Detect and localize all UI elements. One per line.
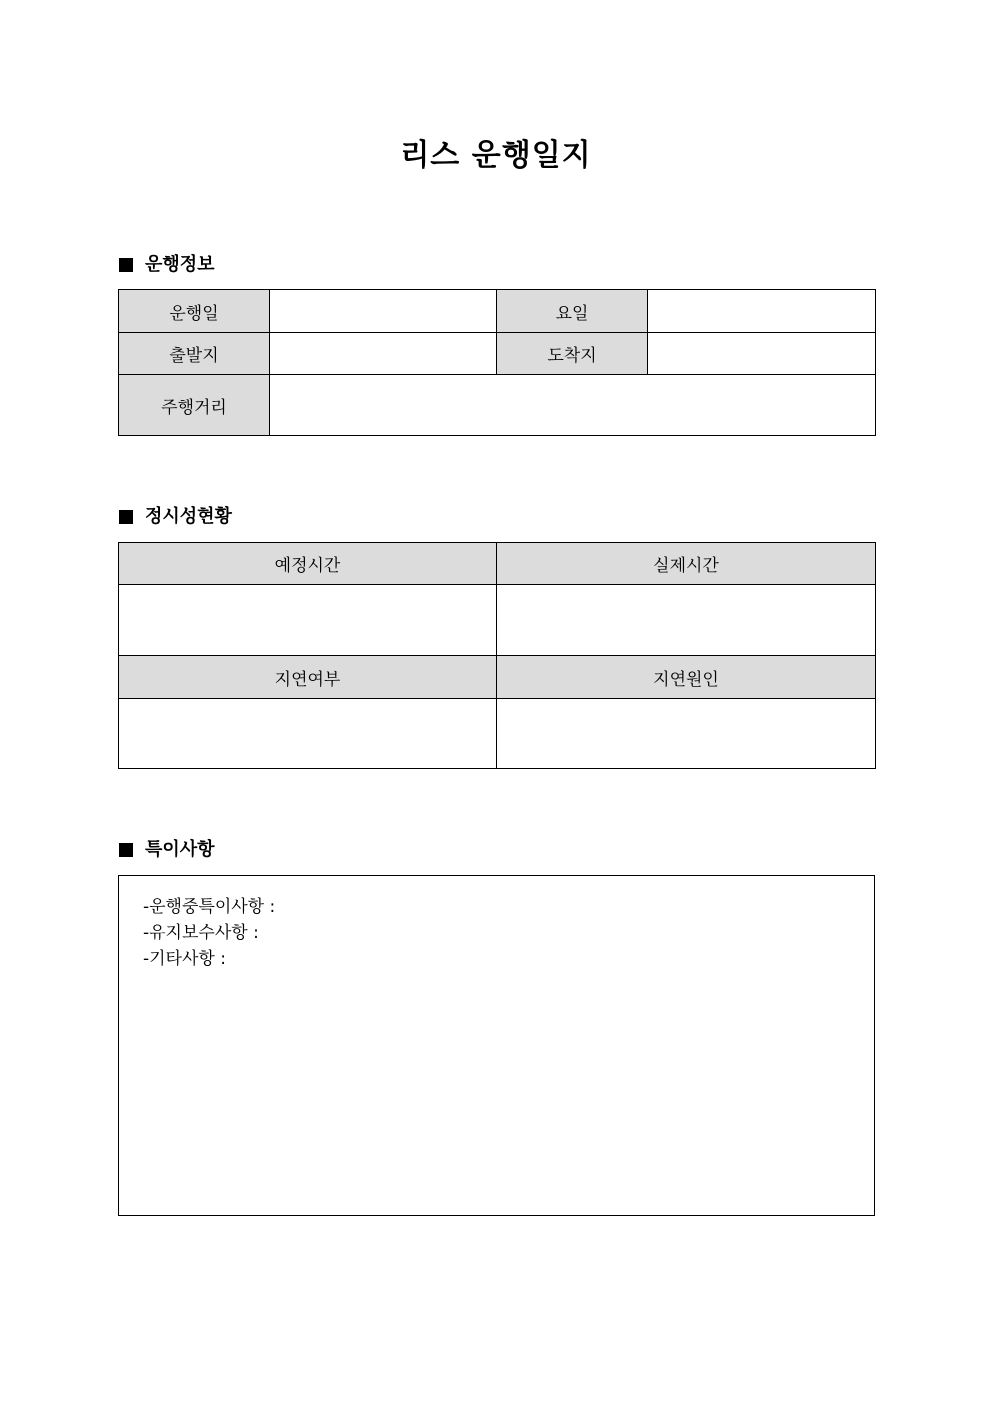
field-arrival[interactable] <box>648 333 876 375</box>
section-heading-punctuality <box>119 505 232 529</box>
field-scheduled-time[interactable] <box>119 585 497 656</box>
section-heading-operation-info <box>119 253 215 277</box>
table-row <box>119 656 876 699</box>
label-arrival: 도착지 <box>497 333 648 375</box>
field-weekday[interactable] <box>648 290 876 333</box>
table-row <box>119 585 876 656</box>
label-date: 운행일 <box>119 290 270 333</box>
table-row <box>119 375 876 436</box>
table-row <box>119 290 876 333</box>
remarks-box[interactable] <box>118 875 875 1216</box>
field-delay-cause[interactable] <box>497 699 876 769</box>
field-departure[interactable] <box>270 333 497 375</box>
field-date[interactable] <box>270 290 497 333</box>
label-distance: 주행거리 <box>119 375 270 436</box>
section-title: 특이사항 <box>145 839 215 860</box>
label-scheduled-time: 예정시간 <box>119 543 497 585</box>
label-delay-cause: 지연원인 <box>497 656 876 699</box>
square-bullet-icon <box>119 510 133 524</box>
label-delay-status: 지연여부 <box>119 656 497 699</box>
square-bullet-icon <box>119 843 133 857</box>
remark-line-operation: -운행중특이사항 : <box>143 897 276 917</box>
label-weekday: 요일 <box>497 290 648 333</box>
table-row <box>119 699 876 769</box>
label-departure: 출발지 <box>119 333 270 375</box>
page-title: 리스 운행일지 <box>400 138 592 173</box>
section-heading-remarks <box>119 838 215 862</box>
field-delay-status[interactable] <box>119 699 497 769</box>
remark-line-other: -기타사항 : <box>143 949 226 969</box>
table-row <box>119 543 876 585</box>
punctuality-table <box>118 542 876 769</box>
operation-info-table <box>118 289 876 436</box>
section-title: 정시성현황 <box>145 506 232 527</box>
field-actual-time[interactable] <box>497 585 876 656</box>
remark-line-maintenance: -유지보수사항 : <box>143 923 259 943</box>
table-row <box>119 333 876 375</box>
square-bullet-icon <box>119 258 133 272</box>
field-distance[interactable] <box>270 375 876 436</box>
label-actual-time: 실제시간 <box>497 543 876 585</box>
section-title: 운행정보 <box>145 254 215 275</box>
